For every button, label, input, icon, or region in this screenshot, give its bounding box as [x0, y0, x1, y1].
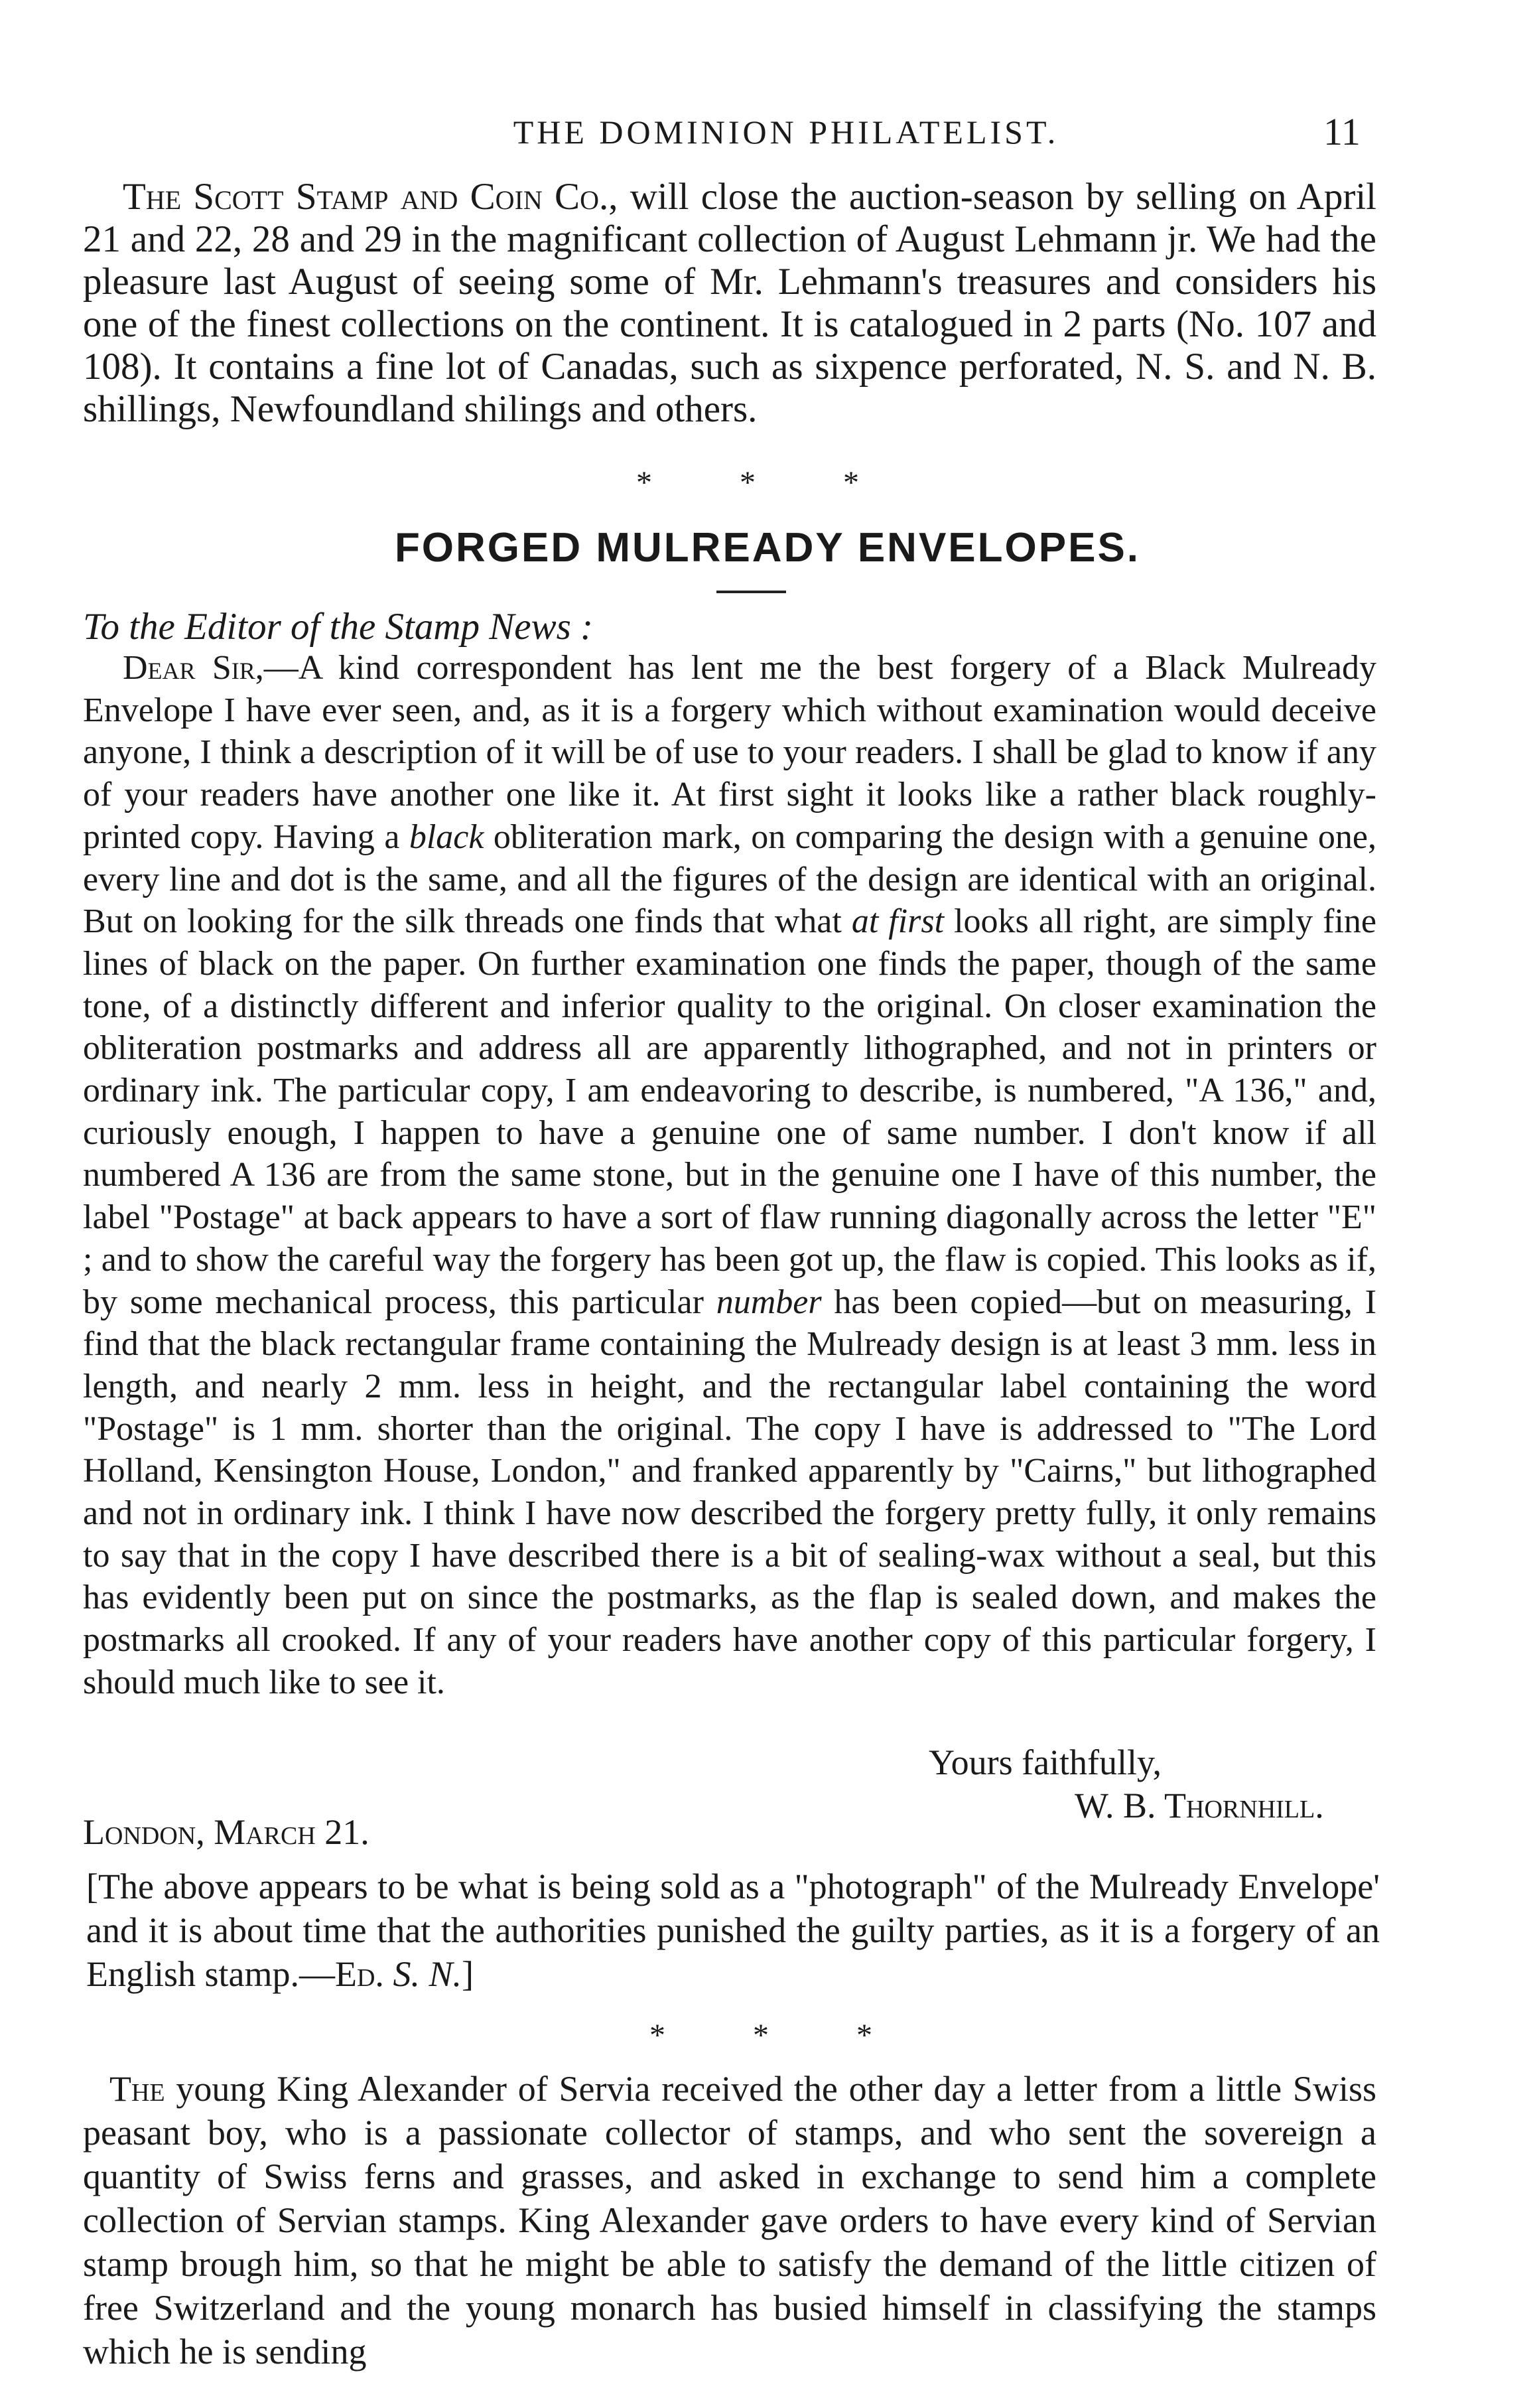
section-separator: * * *: [636, 465, 899, 500]
letter-body: [83, 647, 1376, 1704]
emphasis-number: number: [716, 1283, 822, 1321]
section-separator-2: * * *: [649, 2018, 912, 2053]
news-text: young King Alexander of Servia received the other day a letter from a little Swiss peasant boy, who is a passionate collector of stamps, and who sent the sovereign a quantity of Swiss ferns and grasses, and asked in exchange to send him a complete collection of Servian stamps. King Alexander gave orders to have every kind of Servian stamp brough him, so that he might be able to satisfy the demand of the little citizen of free Switzerland and the young monarch has busied himself in classifying the stamps which he is sending: [83, 2069, 1376, 2372]
editor-note-end: ]: [461, 1954, 474, 1994]
news-lead: The: [109, 2069, 165, 2109]
editor-note: [83, 1865, 1380, 1996]
letter-text-1: —A kind correspondent has lent me the best forgery of a Black Mulready Envelope I have ever seen, and, as it is a forgery which without examination would deceive anyone, I think a description of it will be of use to your readers. I shall be glad to know if any of your readers have another one like it. At first sight it looks like a rather black roughly-printed copy. Having a: [83, 649, 1376, 856]
headline-rule: [716, 591, 786, 593]
auction-notice: [83, 176, 1376, 431]
letter-signature: W. B. Thornhill.: [1075, 1786, 1324, 1825]
news-paragraph: [83, 2067, 1376, 2373]
letter-text-2: obliteration mark, on comparing the design with a genuine one, every line and dot is the same, and all the figures of the design are identical with an original. But on looking for the silk threads one finds that what: [83, 817, 1376, 941]
emphasis-at-first: at first: [851, 902, 945, 941]
letter-text-3: looks all right, are simply fine lines of black on the paper. On further examination one finds the paper, though of the same tone, of a distinctly different and inferior quality to the original. On closer examination the obliteration postmarks and address all are apparently lithographed, and not in printers or ordinary ink. The particular copy, I am endeavoring to describe, is numbered, "A 136," and, curiously enough, I happen to have a genuine one of same number. I don't know if all numbered A 136 are from the same stone, but in the genuine one I have of this number, the label "Postage" at back appears to have a sort of flaw running diagonally across the letter "E" ; and to show the careful way the forgery has been got up, the flaw is copied. This looks as if, by some mechanical process, this particular: [83, 902, 1376, 1321]
running-head: THE DOMINION PHILATELIST.: [513, 113, 1059, 151]
letter-text-4: has been copied—but on measuring, I find that the black rectangular frame containing the Mulready design is at least 3 mm. less in length, and nearly 2 mm. less in height, and the rectangular label containing the word "Postage" is 1 mm. shorter than the original. The copy I have is addressed to "The Lord Holland, Kensington House, London," and franked apparently by "Cairns," but lithographed and not in ordinary ink. I think I have now described the forgery pretty fully, it only remains to say that in the copy I have described there is a bit of sealing-wax without a seal, but this has evidently been put on since the postmarks, as the flap is sealed down, and makes the postmarks all crooked. If any of your readers have another copy of this particular forgery, I should much like to see it.: [83, 1283, 1376, 1701]
article-headline: FORGED MULREADY ENVELOPES.: [394, 525, 1141, 571]
letter-addressee: To the Editor of the Stamp News :: [83, 606, 593, 648]
letter-dateline: London, March 21.: [83, 1812, 369, 1852]
letter-closing: Yours faithfully,: [929, 1742, 1162, 1782]
editor-publication: S. N.: [393, 1954, 462, 1994]
editor-sign: Ed.: [335, 1954, 384, 1994]
letter-opening: Dear Sir,: [123, 649, 264, 687]
auction-paragraph: [83, 176, 1376, 431]
auction-text: , will close the auction-season by selling on April 21 and 22, 28 and 29 in the magnificant collection of August Lehmann jr. We had the pleasure last August of seeing some of Mr. Lehmann's treasures and considers his one of the finest collections on the continent. It is catalogued in 2 parts (No. 107 and 108). It contains a fine lot of Canadas, such as sixpence perforated, N. S. and N. B. shillings, Newfoundland shilings and others.: [83, 176, 1376, 430]
auction-lead: The Scott Stamp and Coin Co.: [123, 176, 609, 218]
page-number: 11: [1323, 110, 1361, 153]
editor-note-text: [The above appears to be what is being sold as a "photograph" of the Mulready Envelope' and it is about time that the authorities punished the guilty parties, as it is a forgery of an English stamp.—: [86, 1867, 1380, 1994]
emphasis-black: black: [409, 817, 484, 856]
